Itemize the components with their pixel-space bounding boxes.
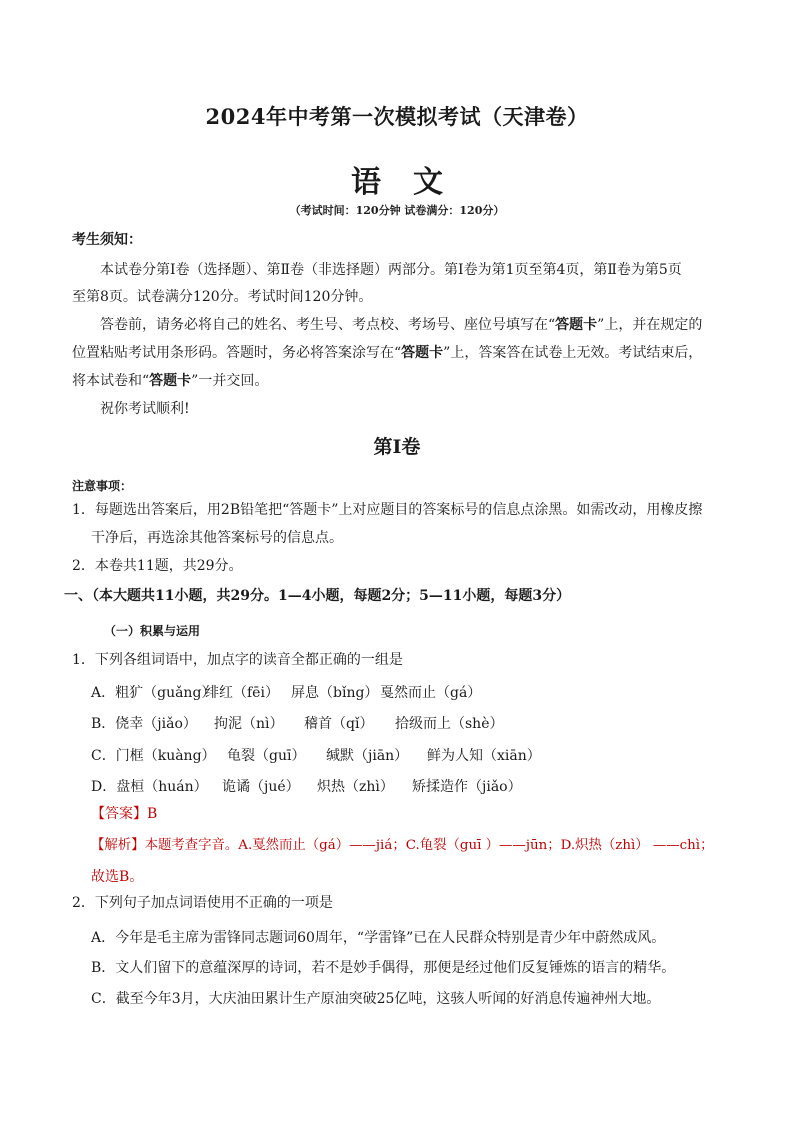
- instructions-p2-line1: [100, 312, 702, 338]
- subject-char-2: 文: [413, 165, 443, 200]
- p2-line3-a: 将本试卷和“: [72, 373, 150, 389]
- option-word: 拾级而上（shè）: [395, 716, 504, 732]
- option-word: 稽首（qǐ）: [304, 716, 374, 732]
- p2-line1-b: ”上，并在规定的: [597, 317, 703, 333]
- option-word: D．盘桓（huán）: [91, 779, 208, 795]
- notes-heading: 注意事项：: [72, 479, 133, 493]
- note-1-line2: 干净后，再选涂其他答案标号的信息点。: [91, 530, 343, 546]
- question-1-option-b: [91, 713, 504, 733]
- option-word: 绯红（fēi）: [205, 685, 279, 701]
- p2-line3-b: ”一并交回。: [191, 373, 269, 389]
- question-1-option-c: [91, 745, 541, 765]
- option-word: 诡谲（jué）: [222, 779, 300, 795]
- option-word: 拘泥（nì）: [214, 716, 284, 732]
- option-word: C．门框（kuàng）: [91, 748, 216, 764]
- option-word: B．侥幸（jiǎo）: [91, 716, 197, 732]
- p2-line2-a: 位置粘贴考试用条形码。答题时，务必将答案涂写在“: [72, 345, 402, 361]
- question-2-option-b: B．文人们留下的意蕴深厚的诗词，若不是妙手偶得，那便是经过他们反复锤炼的语言的精华。: [91, 960, 676, 976]
- wish-text: 祝你考试顺利!: [100, 401, 190, 417]
- part-heading: 一、（本大题共11小题，共29分。1—4小题，每题2分；5—11小题，每题3分）: [64, 588, 571, 604]
- question-2-option-c: C．截至今年3月，大庆油田累计生产原油突破25亿吨，这骇人听闻的好消息传遍神州大地。: [91, 991, 661, 1007]
- p2-line2-b: ”上，答案答在试卷上无效。考试结束后，: [443, 345, 703, 361]
- option-word: 炽热（zhì）: [317, 779, 394, 795]
- option-word: 鲜为人知（xiān）: [427, 748, 541, 764]
- question-2-option-a: A．今年是毛主席为雷锋同志题词60周年，“学雷锋”已在人民群众特别是青少年中蔚然成风。: [91, 930, 666, 946]
- exam-info: （考试时间：120分钟 试卷满分：120分）: [289, 204, 505, 217]
- option-word: 屏息（bǐng）: [291, 685, 379, 701]
- sub-heading: （一）积累与运用: [104, 624, 201, 638]
- instructions-p1-line1: 本试卷分第Ⅰ卷（选择题）、第Ⅱ卷（非选择题）两部分。第Ⅰ卷为第1页至第4页，第Ⅱ卷为第5页: [100, 262, 682, 278]
- answer-value: B: [147, 806, 158, 822]
- question-1-option-a: [91, 682, 481, 702]
- analysis-label: 【解析】: [91, 838, 145, 853]
- question-1-option-d: [91, 776, 522, 796]
- subject-char-1: 语: [351, 165, 381, 200]
- instructions-heading: 考生须知：: [72, 232, 142, 248]
- answer-card-term: 答题卡: [555, 317, 598, 333]
- question-1-analysis-line2: 故选B。: [91, 869, 144, 885]
- question-1-analysis-line1: [91, 833, 713, 859]
- option-word: 缄默（jiān）: [326, 748, 409, 764]
- note-1-line1: 1．每题选出答案后，用2B铅笔把“答题卡”上对应题目的答案标号的信息点涂黑。如需改动，用橡皮擦: [72, 502, 703, 518]
- p2-line1-a: 答卷前，请务必将自己的姓名、考生号、考点校、考场号、座位号填写在“: [100, 317, 556, 333]
- option-word: 矫揉造作（jiǎo）: [412, 779, 522, 795]
- option-word: 戛然而止（gá）: [380, 685, 482, 701]
- question-2-stem: 2．下列句子加点词语使用不正确的一项是: [72, 895, 333, 911]
- answer-card-term: 答题卡: [401, 345, 444, 361]
- question-1-answer: [91, 801, 157, 827]
- question-1-stem: 1．下列各组词语中，加点字的读音全都正确的一组是: [72, 652, 403, 668]
- instructions-p2-line3: [72, 368, 268, 394]
- instructions-p1-line2: 至第8页。试卷满分120分。考试时间120分钟。: [72, 289, 373, 305]
- answer-card-term: 答题卡: [149, 373, 192, 389]
- exam-title: 2024年中考第一次模拟考试（天津卷）: [205, 104, 589, 129]
- section-title: 第Ⅰ卷: [373, 436, 421, 458]
- option-word: 龟裂（guī）: [227, 748, 306, 764]
- option-word: A．粗犷（guǎng）: [91, 685, 216, 701]
- analysis-text: 本题考查字音。A.戛然而止（gá）——jiá；C.龟裂（guī ）——jūn；D.炽热（zhì） ——chì；: [144, 838, 714, 853]
- subject-title: [0, 157, 794, 201]
- answer-label: 【答案】: [91, 806, 147, 822]
- note-2: 2．本卷共11题，共29分。: [72, 558, 243, 574]
- instructions-p2-line2: [72, 340, 702, 366]
